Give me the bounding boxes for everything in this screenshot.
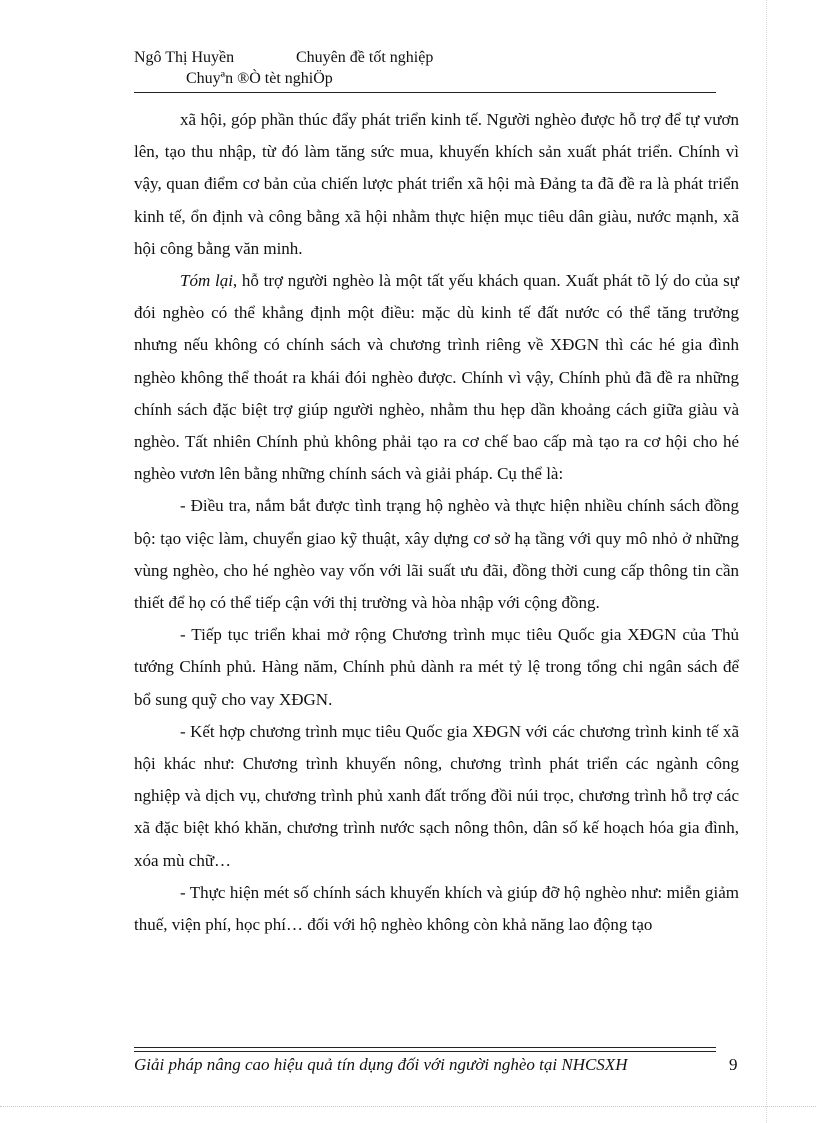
paragraph-4: - Tiếp tục triển khai mở rộng Chương trình mục tiêu Quốc gia XĐGN của Thủ tướng Chính phủ. Hàng năm, Chính phủ dành ra mét tỷ lệ trong tổng chi ngân sách để bổ sung quỹ cho vay XĐGN. xyxy=(134,625,739,709)
paragraph-5: - Kết hợp chương trình mục tiêu Quốc gia XĐGN với các chương trình kinh tế xã hội khác như: Chương trình khuyến nông, chương trình phát triển các ngành công nghiệp và dịch vụ, chương trình phủ xanh đất trống đồi núi trọc, chương trình hỗ trợ các xã đặc biệt khó khăn, chương trình nước sạch nông thôn, dân số kế hoạch hóa gia đình, xóa mù chữ… xyxy=(134,721,739,870)
page-footer xyxy=(134,1054,739,1076)
footer-rule-bottom xyxy=(134,1051,716,1052)
page-number: 9 xyxy=(729,1055,738,1074)
paragraph-2-lead: Tóm lại xyxy=(180,271,233,291)
page-header xyxy=(134,48,714,89)
margin-dotted-line xyxy=(766,0,767,1123)
page-edge-dotted-line xyxy=(0,1106,816,1107)
paragraph-2 xyxy=(134,265,739,490)
paragraph-6: - Thực hiện mét số chính sách khuyến khích và giúp đỡ hộ nghèo như: miễn giảm thuế, viện phí, học phí… đối với hộ nghèo không còn khả năng lao động tạo xyxy=(134,882,739,935)
paragraph-2-text: , hỗ trợ người nghèo là một tất yếu khách quan. Xuất phát tõ lý do của sự đói nghèo có thể khẳng định một điều: mặc dù kinh tế đất nước có thể tăng trưởng nhưng nếu không có chính sách và chương trình riêng về XĐGN thì các hé gia đình nghèo không thể thoát ra khái đói nghèo được. Chính vì vậy, Chính phủ đã đề ra những chính sách đặc biệt trợ giúp người nghèo, nhằm thu hẹp dần khoảng cách giữa giàu và nghèo. Tất nhiên Chính phủ không phải tạo ra cơ chế bao cấp mà tạo ra cơ hội cho hé nghèo vươn lên bằng những chính sách và giải pháp. Cụ thể là: xyxy=(134,271,739,484)
document-body xyxy=(134,104,739,941)
header-doc-type-garbled: Chuyªn ®Ò tèt nghiÖp xyxy=(186,70,333,87)
header-doc-type: Chuyên đề tốt nghiệp xyxy=(296,49,434,66)
header-author: Ngô Thị Huyền xyxy=(134,49,235,66)
paragraph-1: xã hội, góp phần thúc đẩy phát triển kinh tế. Người nghèo được hỗ trợ để tự vươn lên, tạo thu nhập, từ đó làm tăng sức mua, khuyến khích sản xuất phát triển. Chính vì vậy, quan điểm cơ bản của chiến lược phát triển xã hội mà Đảng ta đã đề ra là phát triển kinh tế, ổn định và công bằng xã hội nhằm thực hiện mục tiêu dân giàu, nước mạnh, xã hội công bằng văn minh. xyxy=(134,110,739,258)
header-row xyxy=(134,48,714,68)
paragraph-3: - Điều tra, nắm bắt được tình trạng hộ nghèo và thực hiện nhiều chính sách đồng bộ: tạo việc làm, chuyển giao kỹ thuật, xây dựng cơ sở hạ tầng với quy mô nhỏ ở những vùng nghèo, cho hé nghèo vay vốn với lãi suất ưu đãi, đồng thời cung cấp thông tin cần thiết để họ có thể tiếp cận với thị trường và hòa nhập với cộng đồng. xyxy=(134,496,739,613)
footer-title: Giải pháp nâng cao hiệu quả tín dụng đối với người nghèo tại NHCSXH xyxy=(134,1055,628,1074)
footer-rule-top xyxy=(134,1047,716,1048)
header-rule xyxy=(134,92,716,93)
